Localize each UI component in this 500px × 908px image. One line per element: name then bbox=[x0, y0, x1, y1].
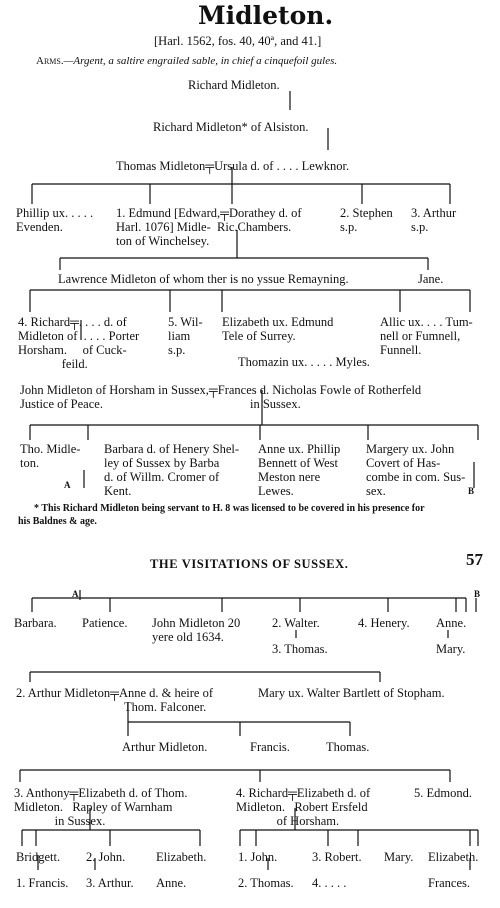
lc-francis: 1. Francis. bbox=[16, 876, 69, 890]
john-horsham-1: John Midleton of Horsham in Sussex,╤Frances d. Nicholas Fowle of Rotherfeld bbox=[20, 383, 422, 397]
rc-four: 4. . . . . bbox=[312, 876, 347, 890]
lc-bridgett: Bridgett. bbox=[16, 850, 61, 864]
grandkid-thomas: Thomas. bbox=[326, 740, 370, 754]
grandkid-francis: Francis. bbox=[250, 740, 290, 754]
source-reference: [Harl. 1562, fos. 40, 40ª, and 41.] bbox=[154, 34, 322, 48]
elizabeth-2: Tele of Surrey. bbox=[222, 329, 296, 343]
lc-john: 2. John. bbox=[86, 850, 126, 864]
margery-2: Covert of Has- bbox=[366, 456, 441, 470]
page-title: Midleton. bbox=[198, 1, 334, 30]
page2-tag-b: B bbox=[474, 589, 481, 599]
page2-tag-a: A bbox=[72, 589, 79, 599]
continuation-tag-b: B bbox=[468, 486, 475, 496]
tho-2: ton. bbox=[20, 456, 40, 470]
anne-3: Meston nere bbox=[258, 470, 321, 484]
richard4-3: Horsham. of Cuck- bbox=[18, 343, 127, 357]
child-edmund-3: ton of Winchelsey. bbox=[116, 234, 210, 248]
row1-patience: Patience. bbox=[82, 616, 128, 630]
row1-anne: Anne. bbox=[436, 616, 467, 630]
arms-line bbox=[36, 54, 337, 68]
lc-elizabeth: Elizabeth. bbox=[156, 850, 207, 864]
richard4b-3: of Horsham. bbox=[236, 814, 340, 828]
barbara-2: ley of Sussex by Barba bbox=[104, 456, 220, 470]
anthony-2: Midleton. Rapley of Warnham bbox=[14, 800, 173, 814]
thomazin: Thomazin ux. . . . . Myles. bbox=[238, 355, 370, 369]
elizabeth-1: Elizabeth ux. Edmund bbox=[222, 315, 334, 329]
margery-3: combe in com. Sus- bbox=[366, 470, 466, 484]
anthony-3: in Sussex. bbox=[14, 814, 106, 828]
anne-4: Lewes. bbox=[258, 484, 294, 498]
page-number: 57 bbox=[466, 550, 483, 569]
allic-3: Funnell. bbox=[380, 343, 422, 357]
john-horsham-3: in Sussex. bbox=[250, 397, 301, 411]
continuation-tag-a: A bbox=[64, 480, 71, 490]
arthur2: 2. Arthur Midleton╤Anne d. & heire of bbox=[16, 686, 214, 700]
richard4-2: Midleton of . . . . Porter bbox=[18, 329, 140, 343]
allic-1: Allic ux. . . . Tum- bbox=[380, 315, 473, 329]
child-edmund-2: Harl. 1076] Midle- Ric.Chambers. bbox=[116, 220, 292, 234]
william5-3: s.p. bbox=[168, 343, 186, 357]
anne-2: Bennett of West bbox=[258, 456, 338, 470]
edmond: 5. Edmond. bbox=[414, 786, 472, 800]
child-stephen-1: 2. Stephen bbox=[340, 206, 393, 220]
child-phillip-1: Phillip ux. . . . . bbox=[16, 206, 94, 220]
lc-anne: Anne. bbox=[156, 876, 187, 890]
arms-label: Arms. bbox=[36, 55, 64, 67]
richard4b-2: Midleton. Robert Ersfeld bbox=[236, 800, 368, 814]
gen2-richard: Richard Midleton* of Alsiston. bbox=[153, 120, 309, 134]
gen1-richard: Richard Midleton. bbox=[188, 78, 280, 92]
rc-mary: Mary. bbox=[384, 850, 414, 864]
child-arthur-2: s.p. bbox=[411, 220, 429, 234]
anthony-1: 3. Anthony╤Elizabeth d. of Thom. bbox=[14, 786, 188, 800]
anne-1: Anne ux. Phillip bbox=[258, 442, 341, 456]
rc-thomas: 2. Thomas. bbox=[238, 876, 294, 890]
lawrence: Lawrence Midleton of whom ther is no yssue Remayning. bbox=[58, 272, 349, 286]
richard4b-1: 4. Richard╤Elizabeth d. of bbox=[236, 786, 371, 800]
allic-2: nell or Fumnell, bbox=[380, 329, 461, 343]
row1-barbara: Barbara. bbox=[14, 616, 57, 630]
child-phillip-2: Evenden. bbox=[16, 220, 63, 234]
rc-john: 1. John. bbox=[238, 850, 278, 864]
barbara-1: Barbara d. of Henery Shel- bbox=[104, 442, 240, 456]
child-stephen-2: s.p. bbox=[340, 220, 358, 234]
margery-4: sex. bbox=[366, 484, 386, 498]
arms-blazon: —Argent, a saltire engrailed sable, in chief a cinquefoil gules. bbox=[63, 55, 338, 67]
row1-thomas: 3. Thomas. bbox=[272, 642, 328, 656]
child-edmund-1: 1. Edmund [Edward,╤Dorathey d. of bbox=[116, 206, 302, 220]
arthur2-cont: Thom. Falconer. bbox=[124, 700, 207, 714]
richard4-1: 4. Richard╤. . . . d. of bbox=[18, 315, 127, 329]
row1-mary: Mary. bbox=[436, 642, 466, 656]
row1-walter: 2. Walter. bbox=[272, 616, 320, 630]
footnote-1: * This Richard Midleton being servant to H. 8 was licensed to be covered in his presence for bbox=[34, 503, 425, 514]
row1-john-1: John Midleton 20 bbox=[152, 616, 241, 630]
row1-john-2: yere old 1634. bbox=[152, 630, 224, 644]
william5-1: 5. Wil- bbox=[168, 315, 203, 329]
margery-1: Margery ux. John bbox=[366, 442, 455, 456]
grandkid-arthur: Arthur Midleton. bbox=[122, 740, 208, 754]
rc-robert: 3. Robert. bbox=[312, 850, 362, 864]
richard4-4: feild. bbox=[18, 357, 88, 371]
mary-bartlett: Mary ux. Walter Bartlett of Stopham. bbox=[258, 686, 445, 700]
running-head: THE VISITATIONS OF SUSSEX. bbox=[150, 557, 349, 571]
william5-2: liam bbox=[168, 329, 191, 343]
john-horsham-2: Justice of Peace. bbox=[20, 397, 103, 411]
rc-frances: Frances. bbox=[428, 876, 470, 890]
child-arthur-1: 3. Arthur bbox=[411, 206, 457, 220]
barbara-3: d. of Willm. Cromer of bbox=[104, 470, 220, 484]
jane: Jane. bbox=[418, 272, 444, 286]
footnote-2: his Baldnes & age. bbox=[18, 516, 97, 527]
rc-elizabeth: Elizabeth. bbox=[428, 850, 479, 864]
row1-henery: 4. Henery. bbox=[358, 616, 410, 630]
tho-1: Tho. Midle- bbox=[20, 442, 81, 456]
lc-arthur: 3. Arthur. bbox=[86, 876, 134, 890]
barbara-4: Kent. bbox=[104, 484, 132, 498]
gen3-thomas: Thomas Midleton╤Ursula d. of . . . . Lewknor. bbox=[116, 159, 350, 173]
